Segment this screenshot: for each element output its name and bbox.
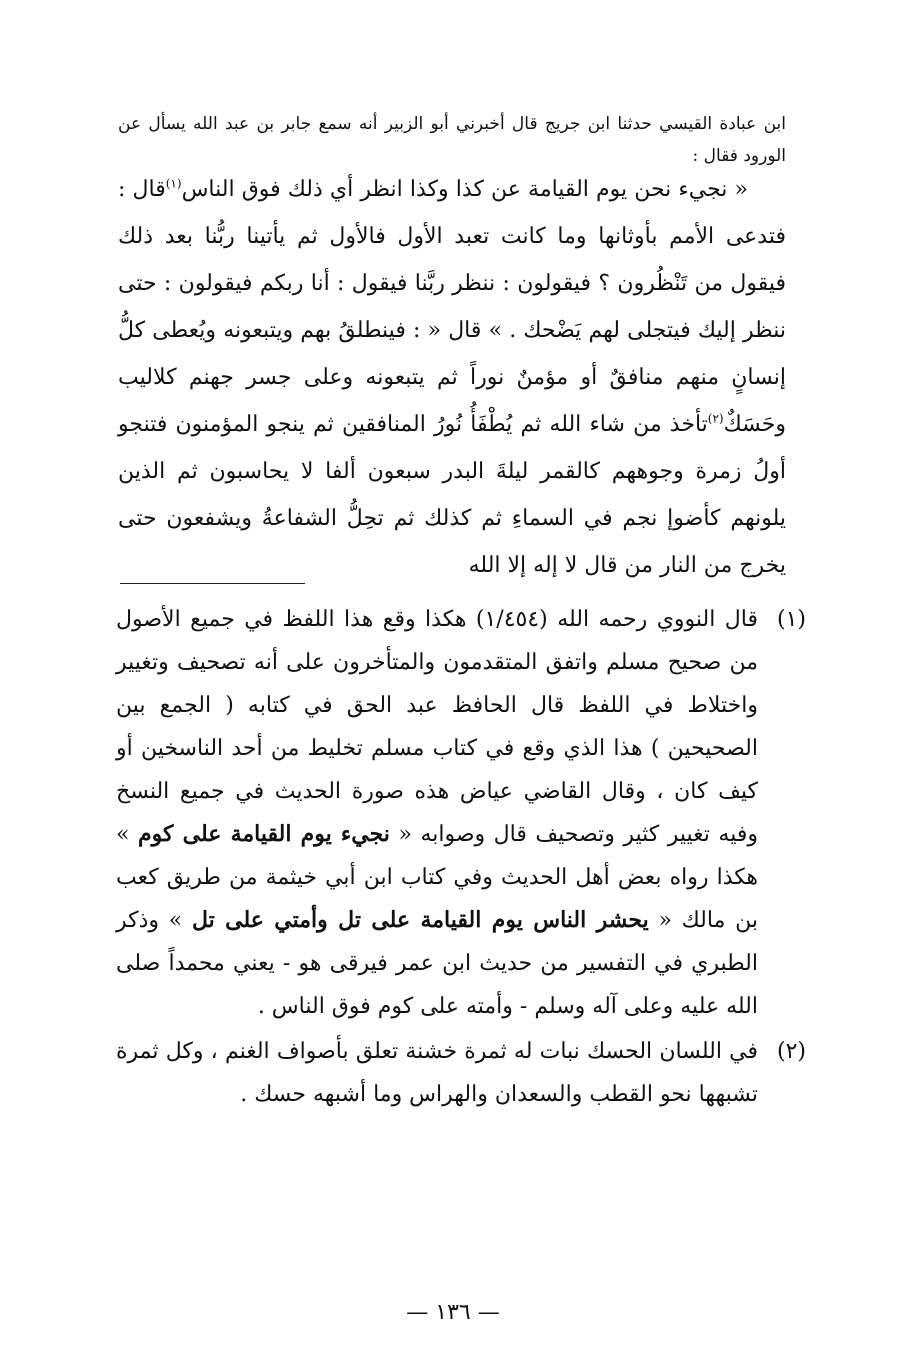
hadith-part-2: قال : فتدعى الأمم بأوثانها وما كانت تعبد الأول فالأول ثم يأتينا ربُّنا بعد ذلك فيقول من تَنْظُرون ؟ فيقولون : ننظر ربَّنا فيقول : أنا ربكم فيقولون : حتى ننظر إليك فيتجلى لهم يَضْحك . » قال « : فينطلقُ بهم ويتبعونه ويُعطى كلُّ إنسانٍ منهم منافقٌ أو مؤمنٌ نوراً ثم يتبعونه وعلى جسر جهنم كلاليب وحَسَكٌ <box>118 177 786 437</box>
footnote-1-bold-a: نجيء يوم القيامة على كوم <box>138 821 390 847</box>
footnote-number: (١) <box>776 607 806 632</box>
footnote-1 <box>116 598 806 1028</box>
hadith-part-1: « نجيء نحن يوم القيامة عن كذا وكذا انظر أي ذلك فوق الناس <box>181 177 749 202</box>
footnote-1-text-c: » وذكر الطبري في التفسير من حديث ابن عمر فيرقى هو - يعني محمداً صلى الله عليه وعلى آله وسلم - وأمته على كوم فوق الناس . <box>116 908 758 1019</box>
intro-text: ابن عبادة القيسي حدثنا ابن جريج قال أخبرني أبو الزبير أنه سمع جابر بن عبد الله يسأل عن الورود فقال : <box>118 114 786 166</box>
footnote-ref-2[interactable]: (٢) <box>707 411 724 426</box>
footnotes-section <box>116 598 806 1118</box>
footnote-1-bold-b: يحشر الناس يوم القيامة على تل وأمتي على تل <box>191 907 649 933</box>
hadith-part-3: تأخذ من شاء الله ثم يُطْفَأُ نُورُ المنافقين ثم ينجو المؤمنون فتنجو أولُ زمرة وجوههم كالقمر ليلةَ البدر سبعون ألفا لا يحاسبون ثم الذين يلونهم كأضوإ نجم في السماءِ ثم كذلك ثم تحِلُّ الشفاعةُ ويشفعون حتى يخرج من النار من قال لا إله إلا الله <box>118 412 786 578</box>
hadith-text-block <box>118 166 786 589</box>
hadith-paragraph <box>118 166 786 589</box>
footnote-1-text-b: » هكذا رواه بعض أهل الحديث وفي كتاب ابن أبي خيثمة من طريق كعب بن مالك « <box>116 822 758 933</box>
intro-paragraph <box>118 108 786 172</box>
footnote-body <box>116 598 758 1028</box>
footnote-text <box>116 598 758 1028</box>
footnote-separator-line <box>120 583 305 584</box>
footnote-2-text: في اللسان الحسك نبات له ثمرة خشنة تعلق بأصواف الغنم ، وكل ثمرة تشبهها نحو القطب والسعدان والهراس وما أشبهه حسك . <box>116 1039 758 1107</box>
page-number: — ١٣٦ — <box>406 1300 500 1325</box>
footnote-number: (٢) <box>776 1039 806 1064</box>
footnote-2 <box>116 1030 806 1116</box>
footnote-body <box>116 1030 758 1116</box>
footnote-1-text-a: قال النووي رحمه الله (١/٤٥٤) هكذا وقع هذا اللفظ في جميع الأصول من صحيح مسلم واتفق المتقدمون والمتأخرون على أنه تصحيف وتغيير واختلاط في اللفظ قال الحافظ عبد الحق في كتابه ( الجمع بين الصحيحين ) هذا الذي وقع في كتاب مسلم تخليط من أحد الناسخين أو كيف كان ، وقال القاضي عياض هذه صورة الحديث في جميع النسخ وفيه تغيير كثير وتصحيف قال وصوابه « <box>116 607 759 847</box>
footnote-ref-1[interactable]: (١) <box>165 176 182 191</box>
